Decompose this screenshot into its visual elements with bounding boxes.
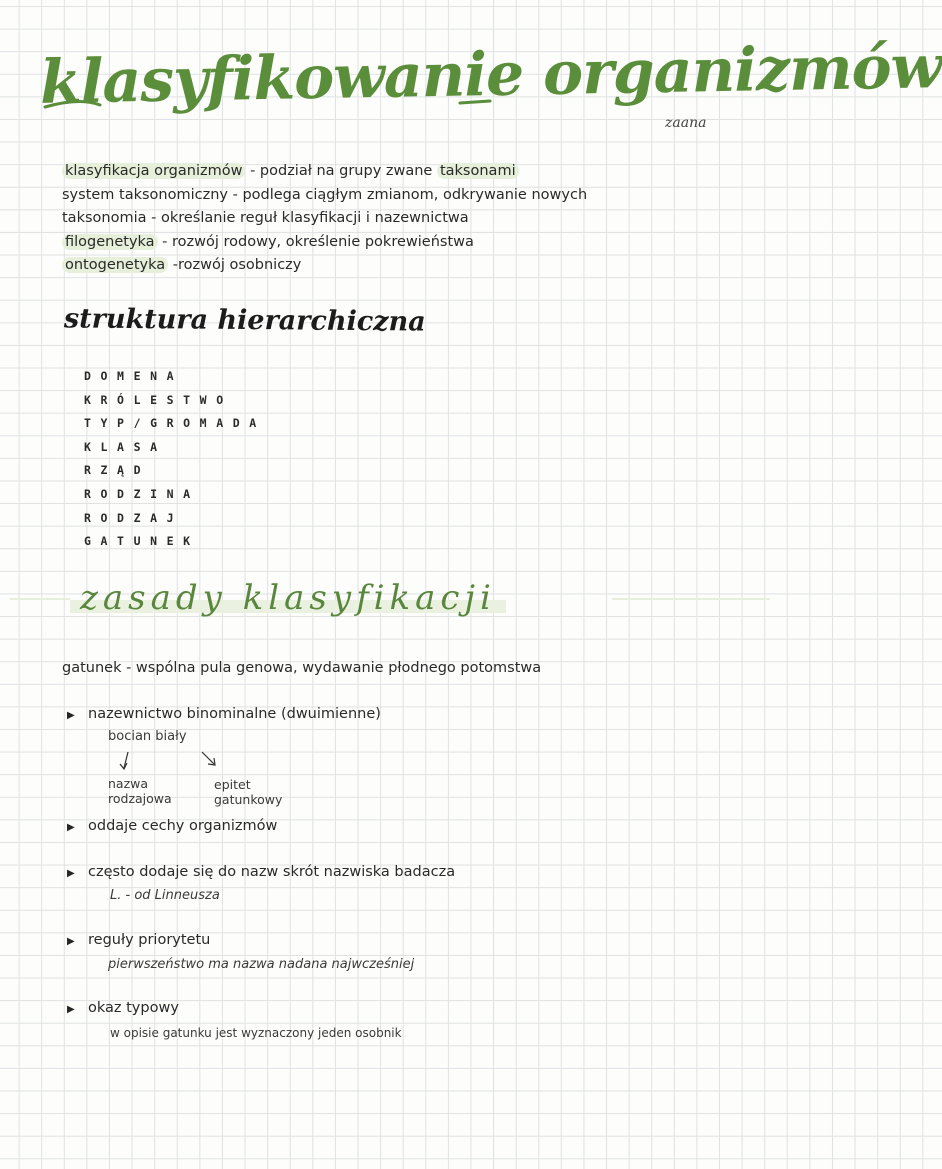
definition-text: - rozwój rodowy, określenie pokrewieństwa [157, 233, 474, 250]
species-definition: gatunek - wspólna pula genowa, wydawanie płodnego potomstwa [62, 660, 542, 676]
rules-heading: zasady klasyfikacji [70, 578, 506, 618]
hierarchy-level: RODZAJ [84, 510, 184, 525]
definition-row [62, 160, 587, 184]
hierarchy-level: KRÓLESTWO [84, 392, 233, 407]
definition-term: taksonomia [62, 210, 147, 226]
label-line: gatunkowy [214, 792, 283, 807]
definition-text: -rozwój osobniczy [168, 257, 302, 273]
triangle-bullet-icon: ▶ [67, 822, 75, 833]
hierarchy-list [84, 365, 266, 554]
definition-text: - podział na grupy zwane [245, 163, 437, 179]
definition-term: system taksonomiczny [62, 186, 228, 203]
definition-term: filogenetyka [62, 234, 158, 250]
page-title: klasyfikowanie organizmów [39, 32, 942, 118]
definition-text: - podlega ciągłym zmianom, odkrywanie nowych [228, 186, 588, 203]
bullet-subtext: L. - od Linneusza [110, 888, 220, 903]
hierarchy-level: KLASA [84, 439, 167, 454]
definition-row [62, 184, 587, 208]
example-arrows [110, 748, 230, 774]
definition-row [62, 207, 587, 231]
definition-term: klasyfikacja organizmów [62, 163, 245, 179]
bullet-subtext: w opisie gatunku jest wyznaczony jeden osobnik [110, 1026, 402, 1040]
author-signature: zaana [665, 115, 707, 131]
definitions-list [62, 160, 587, 278]
hierarchy-level: DOMENA [84, 369, 184, 383]
label-line: rodzajowa [108, 791, 172, 806]
example-species-name: bocian biały [108, 729, 187, 744]
bullet-text: oddaje cechy organizmów [88, 818, 278, 834]
definition-row [62, 231, 587, 255]
example-right-label [214, 777, 282, 807]
bullet-text: nazewnictwo binominalne (dwuimienne) [88, 706, 381, 722]
hierarchy-level: RODZINA [84, 486, 200, 501]
bullet-text: okaz typowy [88, 1000, 179, 1016]
definition-text: - określanie reguł klasyfikacji i nazewnictwa [146, 210, 469, 226]
triangle-bullet-icon: ▶ [67, 936, 75, 947]
title-underline-flourish [40, 95, 740, 115]
bullet-text: reguły priorytetu [88, 932, 211, 948]
triangle-bullet-icon: ▶ [67, 1004, 75, 1015]
hierarchy-level: GATUNEK [84, 534, 200, 549]
example-left-label [108, 776, 172, 806]
triangle-bullet-icon: ▶ [67, 868, 75, 879]
label-line: epitet [214, 777, 251, 792]
hierarchy-heading: struktura hierarchiczna [63, 303, 426, 338]
label-line: nazwa [108, 776, 149, 791]
section-divider-right [612, 598, 770, 600]
section-divider-left [10, 598, 70, 600]
definition-term: ontogenetyka [62, 257, 168, 273]
definition-row [62, 254, 587, 278]
bullet-text: często dodaje się do nazw skrót nazwiska badacza [88, 864, 456, 880]
triangle-bullet-icon: ▶ [67, 710, 75, 721]
bullet-subtext: pierwszeństwo ma nazwa nadana najwcześniej [108, 957, 415, 972]
definition-term-highlight: taksonami [437, 163, 519, 179]
hierarchy-level: RZĄD [84, 463, 151, 478]
hierarchy-level: TYP/GROMADA [84, 416, 266, 431]
